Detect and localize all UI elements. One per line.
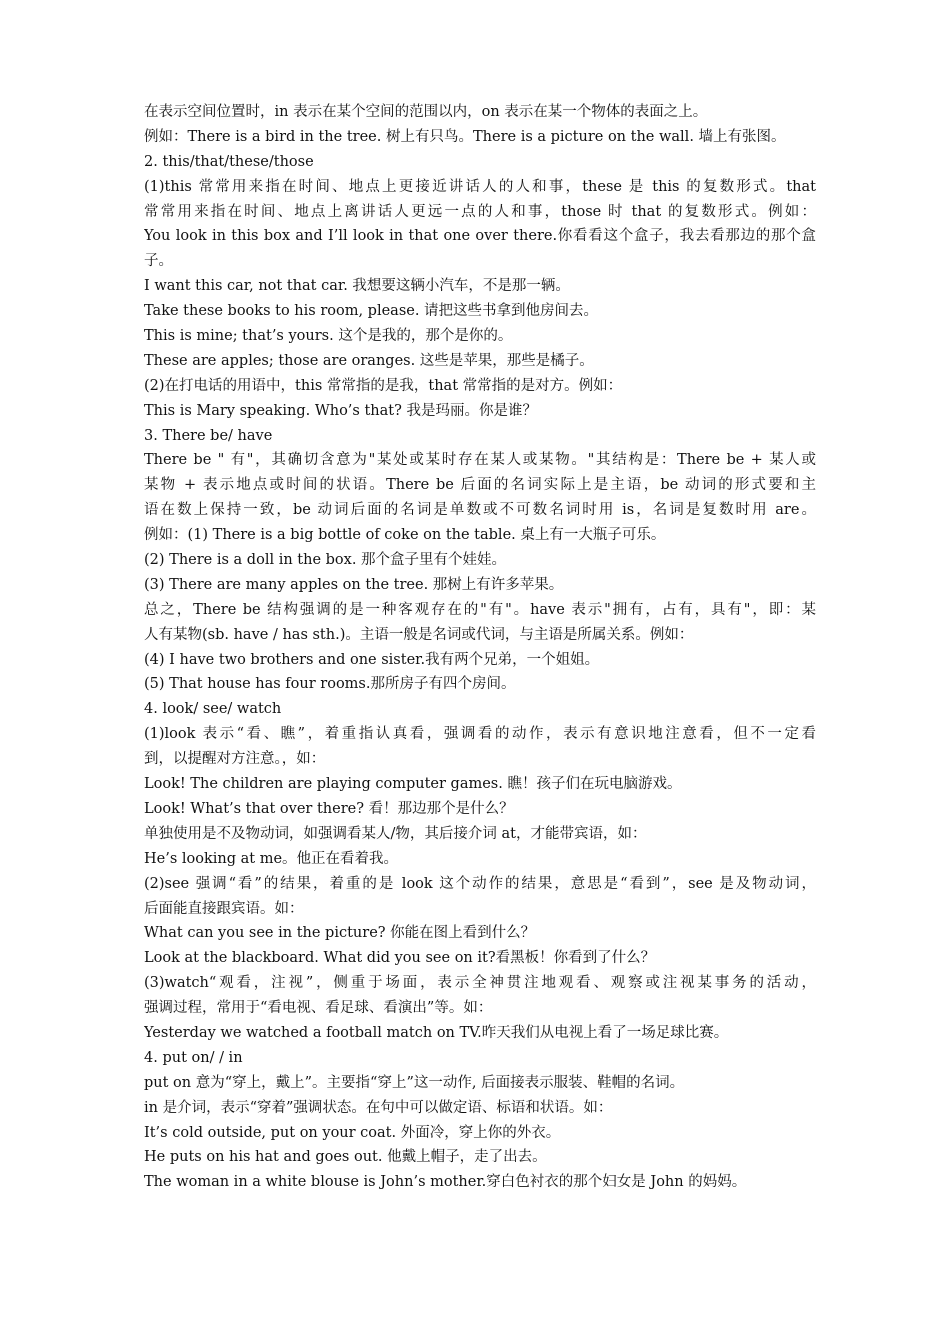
text-line: Yesterday we watched a football match on TV.昨天我们从电视上看了一场足球比赛。 — [144, 1024, 729, 1041]
text-line: (3)watch“观看，注视”，侧重于场面，表示全神贯注地观看、观察或注视某事务的活动， — [144, 975, 816, 992]
text-line: 某物 + 表示地点或时间的状语。There be 后面的名词实际上是主语，be 动词的形式要和主 — [144, 477, 816, 494]
text-line: 后面能直接跟宾语。如： — [144, 900, 304, 917]
text-line: 例如：There is a bird in the tree. 树上有只鸟。There is a picture on the wall. 墙上有张图。 — [144, 128, 786, 145]
text-line: This is mine; that’s yours. 这个是我的，那个是你的。 — [144, 328, 513, 345]
text-line: There be " 有"，其确切含意为"某处或某时存在某人或某物。"其结构是：There be + 某人或 — [144, 452, 816, 469]
text-line: What can you see in the picture? 你能在图上看到什么？ — [144, 925, 536, 942]
section-heading: 2. this/that/these/those — [144, 153, 314, 170]
document-page — [144, 100, 816, 1195]
text-line: 语在数上保持一致，be 动词后面的名词是单数或不可数名词时用 is，名词是复数时用 are。 — [144, 502, 816, 519]
text-line: He’s looking at me。他正在看着我。 — [144, 850, 399, 867]
text-line: It’s cold outside, put on your coat. 外面冷，穿上你的外衣。 — [144, 1124, 561, 1141]
text-line: (2)see 强调“看”的结果，着重的是 look 这个动作的结果，意思是“看到”，see 是及物动词， — [144, 875, 816, 892]
text-line: He puts on his hat and goes out. 他戴上帽子，走了出去。 — [144, 1149, 547, 1166]
text-line: put on 意为“穿上，戴上”。主要指“穿上”这一动作, 后面接表示服装、鞋帽的名词。 — [144, 1074, 685, 1091]
text-line: in 是介词，表示“穿着”强调状态。在句中可以做定语、标语和状语。如： — [144, 1099, 613, 1116]
text-line: I want this car, not that car. 我想要这辆小汽车，不是那一辆。 — [144, 278, 570, 295]
section-heading: 4. put on/ / in — [144, 1049, 243, 1066]
section-heading: 3. There be/ have — [144, 427, 273, 444]
text-line: 总之，There be 结构强调的是一种客观存在的"有"。have 表示"拥有，占有，具有"，即：某 — [144, 601, 816, 618]
text-line: (1)look 表示“看、瞧”，着重指认真看，强调看的动作，表示有意识地注意看，但不一定看 — [144, 726, 816, 743]
text-line: 常常用来指在时间、地点上离讲话人更远一点的人和事，those 时 that 的复数形式。例如： — [144, 203, 816, 220]
text-line: Look at the blackboard. What did you see on it?看黑板！你看到了什么？ — [144, 950, 656, 967]
text-line: Look! The children are playing computer games. 瞧！孩子们在玩电脑游戏。 — [144, 776, 682, 793]
text-line: These are apples; those are oranges. 这些是苹果，那些是橘子。 — [144, 352, 594, 369]
text-line: You look in this box and I’ll look in that one over there.你看看这个盒子，我去看那边的那个盒 — [144, 228, 816, 245]
text-line: (4) I have two brothers and one sister.我有两个兄弟，一个姐姐。 — [144, 651, 600, 668]
text-line: Take these books to his room, please. 请把这些书拿到他房间去。 — [144, 303, 599, 320]
text-line: (2) There is a doll in the box. 那个盒子里有个娃娃。 — [144, 552, 507, 569]
text-line: Look! What’s that over there? 看！那边那个是什么？ — [144, 800, 514, 817]
text-line: (1)this 常常用来指在时间、地点上更接近讲话人的人和事，these 是 this 的复数形式。that — [144, 178, 816, 195]
text-line: (2)在打电话的用语中，this 常常指的是我，that 常常指的是对方。例如： — [144, 377, 623, 394]
text-line: 到，以提醒对方注意。，如： — [144, 751, 326, 768]
text-line: 例如：(1) There is a big bottle of coke on the table. 桌上有一大瓶子可乐。 — [144, 527, 666, 544]
text-line: 单独使用是不及物动词，如强调看某人/物，其后接介词 at，才能带宾语，如： — [144, 825, 647, 842]
text-line: 子。 — [144, 253, 173, 270]
text-line: (5) That house has four rooms.那所房子有四个房间。 — [144, 676, 516, 693]
text-line: (3) There are many apples on the tree. 那树上有许多苹果。 — [144, 576, 564, 593]
section-heading: 4. look/ see/ watch — [144, 701, 282, 718]
text-line: The woman in a white blouse is John’s mother.穿白色衬衣的那个妇女是 John 的妈妈。 — [144, 1174, 747, 1191]
text-line: 强调过程，常用于“看电视、看足球、看演出”等。如： — [144, 1000, 493, 1017]
text-line: 人有某物(sb. have / has sth.)。主语一般是名词或代词，与主语是所属关系。例如： — [144, 626, 694, 643]
text-line: 在表示空间位置时，in 表示在某个空间的范围以内，on 表示在某一个物体的表面之上。 — [144, 104, 708, 120]
text-line: This is Mary speaking. Who’s that? 我是玛丽。你是谁？ — [144, 402, 537, 419]
